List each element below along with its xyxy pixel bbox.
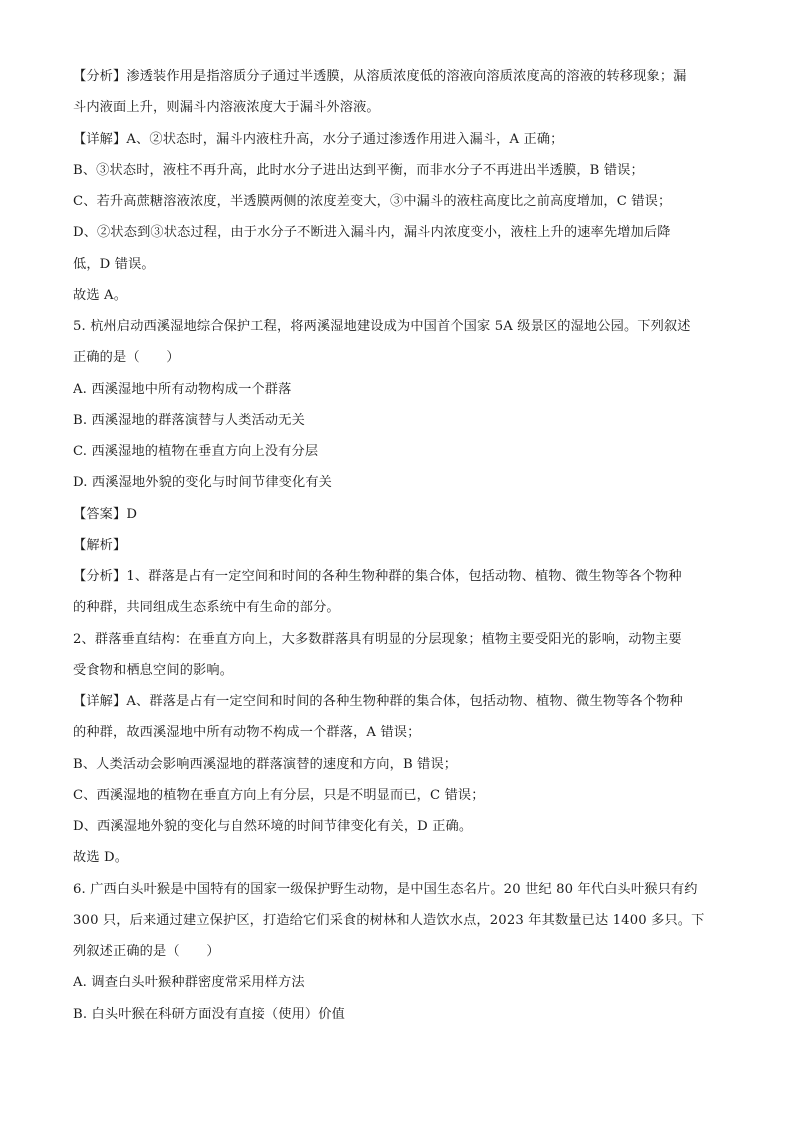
question-5-detail-d: D、西溪湿地外貌的变化与自然环境的时间节律变化有关，D 正确。 bbox=[73, 819, 473, 834]
question-5-analysis-2: 的种群，共同组成生态系统中有生命的部分。 bbox=[73, 600, 340, 615]
question-6-stem-2: 300 只，后来通过建立保护区，打造给它们采食的树林和人造饮水点，2023 年其数量已达 1400 多只。下 bbox=[73, 913, 705, 928]
question-5-detail-a-1: 【详解】A、群落是占有一定空间和时间的各种生物种群的集合体，包括动物、植物、微生物等各个物种 bbox=[73, 694, 683, 709]
detail-line-c: C、若升高蔗糖溶液浓度，半透膜两侧的浓度差变大，③中漏斗的液柱高度比之前高度增加，C 错误； bbox=[73, 194, 672, 209]
question-5-answer: 【答案】D bbox=[73, 507, 138, 522]
analysis-line-2: 斗内液面上升，则漏斗内溶液浓度大于漏斗外溶液。 bbox=[73, 100, 380, 115]
detail-line-b: B、③状态时，液柱不再升高，此时水分子进出达到平衡，而非水分子不再进出半透膜，B 错误； bbox=[73, 163, 644, 178]
question-6-stem-1: 6. 广西白头叶猴是中国特有的国家一级保护野生动物，是中国生态名片。20 世纪 80 年代白头叶猴只有约 bbox=[73, 882, 698, 897]
question-5-detail-b: B、人类活动会影响西溪湿地的群落演替的速度和方向，B 错误； bbox=[73, 757, 458, 772]
question-5-option-c: C. 西溪湿地的植物在垂直方向上没有分层 bbox=[73, 444, 319, 459]
question-5-stem-1: 5. 杭州启动西溪湿地综合保护工程，将两溪湿地建设成为中国首个国家 5A 级景区的湿地公园。下列叙述 bbox=[73, 319, 691, 334]
question-5-detail-a-2: 的种群，故西溪湿地中所有动物不构成一个群落，A 错误； bbox=[73, 725, 421, 740]
question-5-explain-title: 【解析】 bbox=[73, 538, 127, 553]
question-5-option-a: A. 西溪湿地中所有动物构成一个群落 bbox=[73, 382, 292, 397]
question-6-stem-3: 列叙述正确的是（ ） bbox=[73, 944, 220, 959]
detail-line-d-2: 低，D 错误。 bbox=[73, 257, 155, 272]
question-5-choice: 故选 D。 bbox=[73, 850, 129, 865]
question-5-analysis-3: 2、群落垂直结构：在垂直方向上，大多数群落具有明显的分层现象；植物主要受阳光的影响，动物主要 bbox=[73, 632, 682, 647]
question-6-option-b: B. 白头叶猴在科研方面没有直接（使用）价值 bbox=[73, 1007, 345, 1022]
question-5-option-d: D. 西溪湿地外貌的变化与时间节律变化有关 bbox=[73, 475, 333, 490]
question-5-stem-2: 正确的是（ ） bbox=[73, 350, 180, 365]
detail-line-a: 【详解】A、②状态时，漏斗内液柱升高，水分子通过渗透作用进入漏斗，A 正确； bbox=[73, 132, 564, 147]
question-6-option-a: A. 调查白头叶猴种群密度常采用样方法 bbox=[73, 975, 305, 990]
question-5-analysis-1: 【分析】1、群落是占有一定空间和时间的各种生物种群的集合体，包括动物、植物、微生物等各个物种 bbox=[73, 569, 682, 584]
analysis-line-1: 【分析】渗透装作用是指溶质分子通过半透膜，从溶质浓度低的溶液向溶质浓度高的溶液的转移现象；漏 bbox=[73, 69, 687, 84]
question-5-detail-c: C、西溪湿地的植物在垂直方向上有分层，只是不明显而已，C 错误； bbox=[73, 788, 485, 803]
answer-choice-line: 故选 A。 bbox=[73, 288, 128, 303]
question-5-option-b: B. 西溪湿地的群落演替与人类活动无关 bbox=[73, 413, 305, 428]
question-5-analysis-4: 受食物和栖息空间的影响。 bbox=[73, 663, 234, 678]
detail-line-d-1: D、②状态到③状态过程，由于水分子不断进入漏斗内，漏斗内浓度变小，液柱上升的速率先增加后降 bbox=[73, 225, 671, 240]
